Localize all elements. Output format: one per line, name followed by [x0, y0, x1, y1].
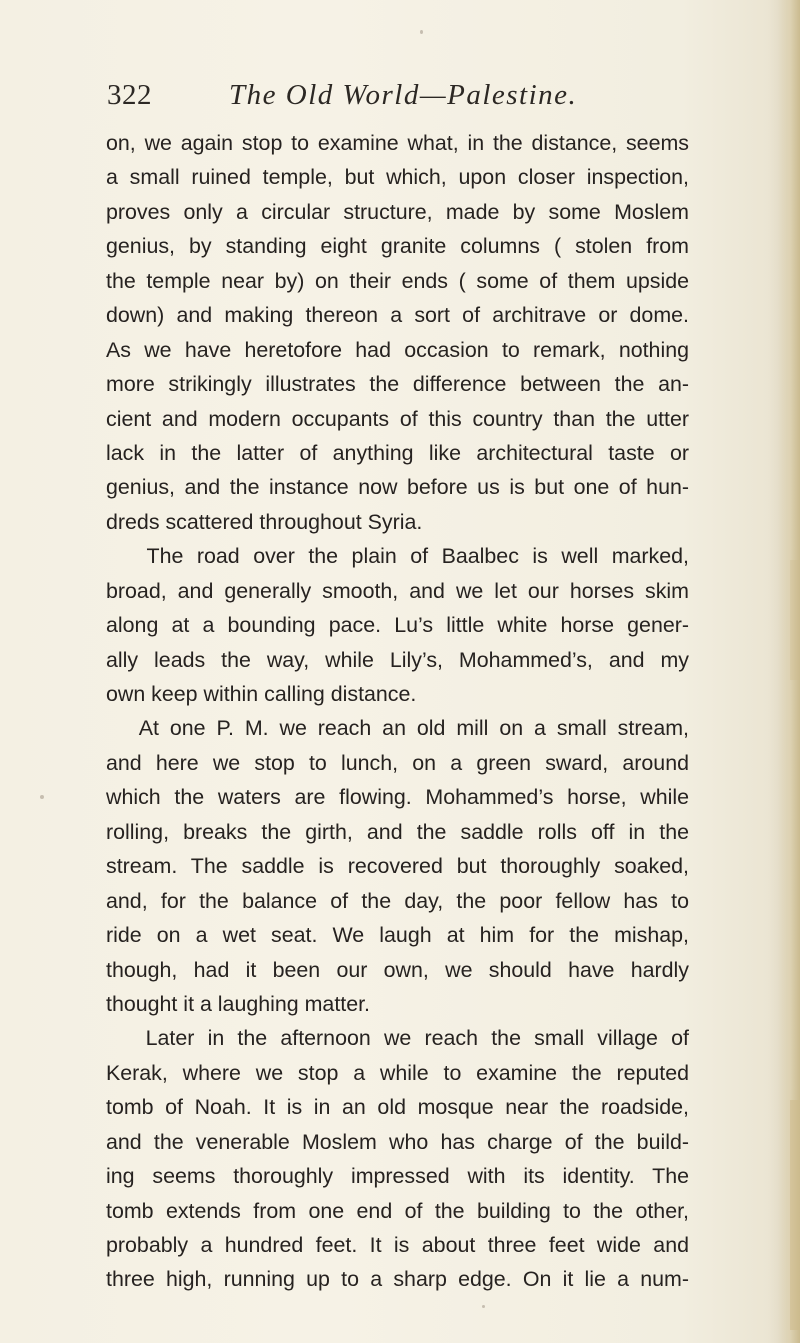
text-line: tomb extends from one end of the building to the other,: [106, 1198, 689, 1223]
running-head: [107, 79, 707, 119]
text-line: which the waters are flowing. Mohammed’s horse, while: [106, 785, 689, 810]
body-text: [106, 126, 689, 1297]
page-edge-stain: [790, 560, 800, 680]
text-line: the temple near by) on their ends ( some of them upside: [106, 268, 689, 293]
text-line: dreds scattered throughout Syria.: [106, 509, 423, 534]
text-line: a small ruined temple, but which, upon closer inspection,: [106, 165, 689, 190]
running-title: The Old World—Palestine.: [229, 79, 578, 111]
page-edge-stain: [790, 1100, 800, 1330]
text-line: Later in the afternoon we reach the small village of: [106, 1026, 689, 1051]
text-line: proves only a circular structure, made by some Moslem: [106, 199, 689, 224]
text-line: thought it a laughing matter.: [106, 991, 370, 1016]
text-line: down) and making thereon a sort of architrave or dome.: [106, 303, 689, 328]
text-line: own keep within calling distance.: [106, 682, 417, 706]
text-line: broad, and generally smooth, and we let our horses skim: [106, 578, 689, 603]
text-line: cient and modern occupants of this country than the utter: [106, 406, 689, 431]
text-line: and, for the balance of the day, the poor fellow has to: [106, 888, 689, 913]
text-line: At one P. M. we reach an old mill on a small stream,: [106, 716, 689, 741]
paper-speck: [482, 1305, 485, 1308]
paper-speck: [40, 795, 44, 799]
text-line: ride on a wet seat. We laugh at him for the mishap,: [106, 923, 689, 948]
text-line: and the venerable Moslem who has charge of the build-: [106, 1129, 689, 1154]
text-line: As we have heretofore had occasion to remark, nothing: [106, 337, 689, 362]
text-line: though, had it been our own, we should have hardly: [106, 957, 689, 982]
text-line: probably a hundred feet. It is about three feet wide and: [106, 1233, 689, 1257]
text-line: genius, and the instance now before us is but one of hun-: [106, 475, 689, 500]
text-line: ally leads the way, while Lily’s, Mohammed’s, and my: [106, 647, 689, 672]
text-line: ing seems thoroughly impressed with its identity. The: [106, 1164, 689, 1189]
text-line: along at a bounding pace. Lu’s little white horse gener-: [106, 613, 689, 638]
text-line: on, we again stop to examine what, in the distance, seems: [106, 131, 689, 155]
text-line: The road over the plain of Baalbec is well marked,: [106, 544, 689, 569]
paper-speck: [420, 30, 423, 34]
text-line: rolling, breaks the girth, and the saddle rolls off in the: [106, 819, 689, 844]
text-line: stream. The saddle is recovered but thoroughly soaked,: [106, 854, 689, 879]
text-line: tomb of Noah. It is in an old mosque near the roadside,: [106, 1095, 689, 1120]
text-line: and here we stop to lunch, on a green sward, around: [106, 750, 689, 775]
text-line: genius, by standing eight granite columns ( stolen from: [106, 234, 689, 259]
page-number: 322: [107, 79, 152, 111]
text-line: three high, running up to a sharp edge. On it lie a num-: [106, 1267, 689, 1292]
text-line: lack in the latter of anything like architectural taste or: [106, 440, 689, 465]
text-line: more strikingly illustrates the difference between the an-: [106, 372, 689, 397]
text-line: Kerak, where we stop a while to examine the reputed: [106, 1060, 689, 1085]
